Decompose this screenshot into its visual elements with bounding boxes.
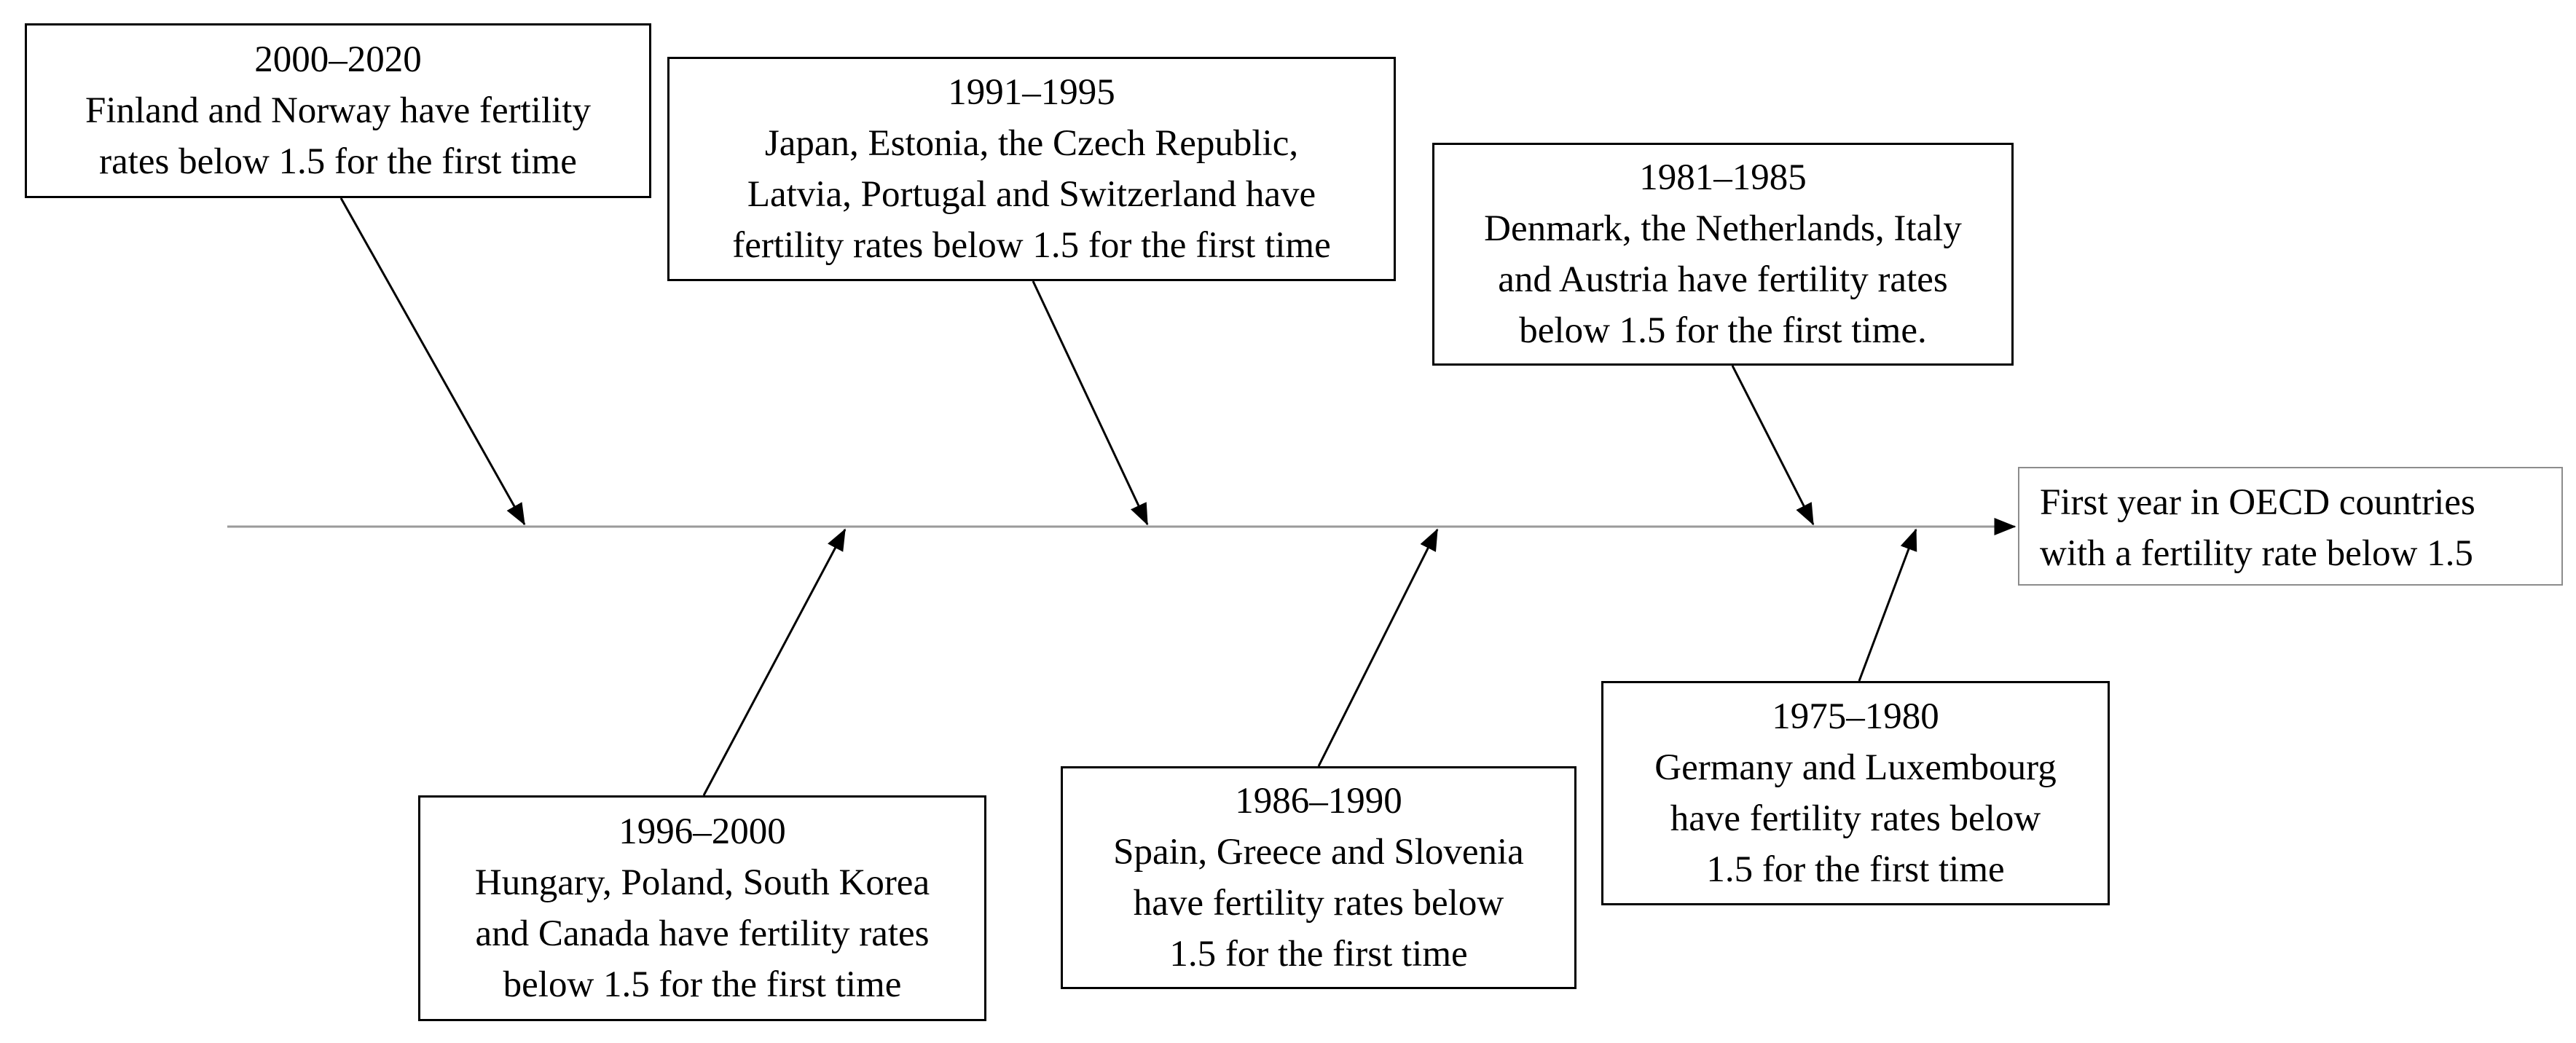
milestone-box-1986-1990 [1061, 766, 1576, 989]
milestone-period: 2000–2020 [254, 39, 422, 80]
milestone-text: Latvia, Portugal and Switzerland have [747, 174, 1316, 215]
milestone-text: Denmark, the Netherlands, Italy [1484, 208, 1962, 249]
milestone-text: 1.5 for the first time [1706, 849, 2005, 890]
milestone-period: 1986–1990 [1235, 781, 1402, 822]
milestone-text: Japan, Estonia, the Czech Republic, [764, 123, 1299, 164]
milestone-text: Finland and Norway have fertility [85, 90, 591, 131]
milestone-text: 1.5 for the first time [1169, 934, 1468, 975]
connector-1981-1985 [1732, 366, 1813, 524]
connector-1996-2000 [704, 530, 845, 795]
goal-line: with a fertility rate below 1.5 [2040, 532, 2473, 574]
goal-box [2018, 467, 2563, 586]
milestone-text: Hungary, Poland, South Korea [474, 862, 930, 903]
milestone-period: 1975–1980 [1772, 696, 1939, 737]
milestone-text: and Austria have fertility rates [1498, 259, 1948, 300]
milestone-period: 1996–2000 [619, 811, 786, 852]
milestone-box-2000-2020 [25, 23, 651, 198]
milestone-text: fertility rates below 1.5 for the first time [732, 225, 1331, 266]
milestone-text: below 1.5 for the first time. [1519, 310, 1927, 351]
connector-2000-2020 [341, 198, 525, 524]
milestone-box-1981-1985 [1432, 143, 2014, 366]
milestone-text: have fertility rates below [1133, 883, 1504, 924]
milestone-period: 1981–1985 [1639, 157, 1807, 198]
milestone-text: and Canada have fertility rates [475, 913, 930, 954]
goal-line: First year in OECD countries [2040, 481, 2475, 523]
connector-1986-1990 [1319, 530, 1437, 766]
milestone-text: below 1.5 for the first time [503, 964, 902, 1005]
milestone-text: rates below 1.5 for the first time [99, 141, 577, 182]
milestone-text: Spain, Greece and Slovenia [1113, 832, 1524, 873]
connector-1975-1980 [1859, 530, 1916, 681]
milestone-box-1991-1995 [667, 57, 1396, 281]
milestone-text: Germany and Luxembourg [1654, 747, 2057, 788]
milestone-period: 1991–1995 [948, 72, 1115, 113]
milestone-text: have fertility rates below [1670, 798, 2041, 839]
milestone-box-1975-1980 [1601, 681, 2110, 905]
milestone-box-1996-2000 [418, 795, 986, 1021]
connector-1991-1995 [1033, 281, 1147, 524]
